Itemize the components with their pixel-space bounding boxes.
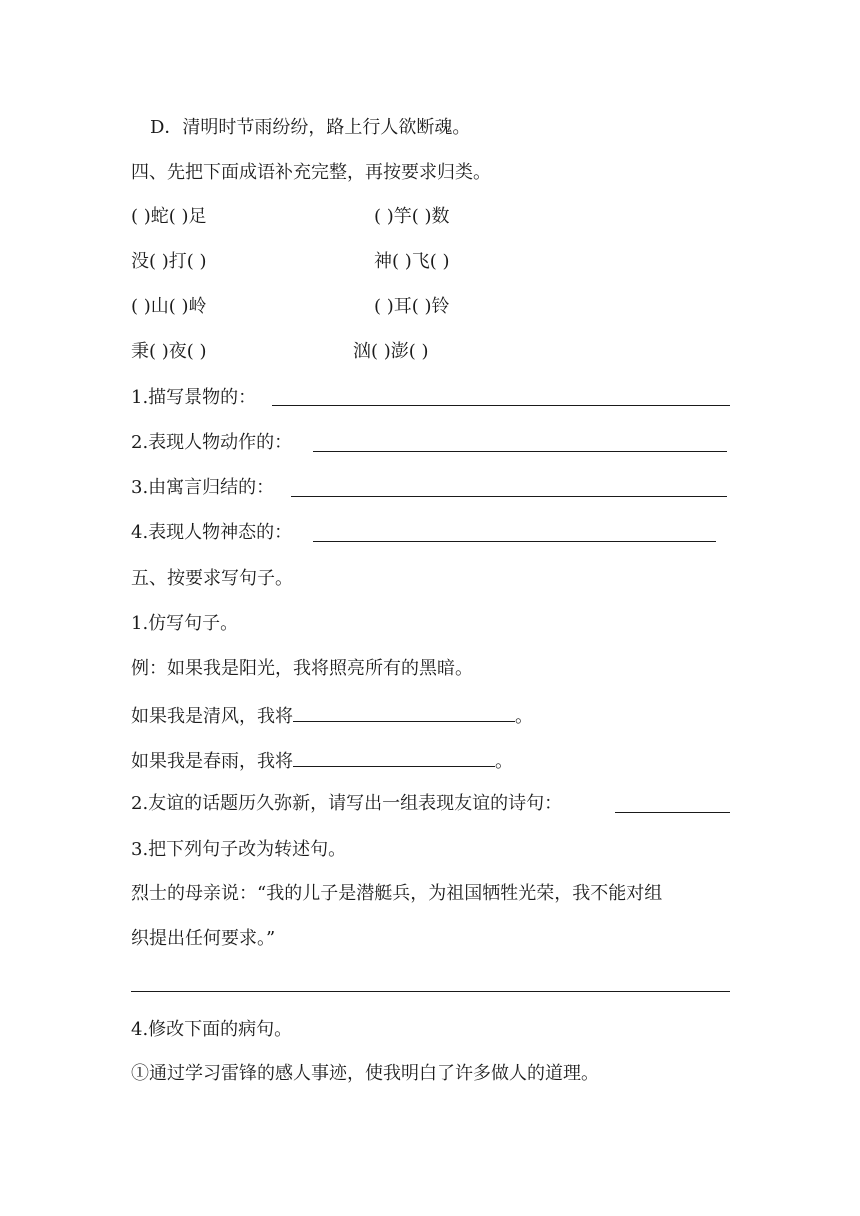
idiom-4a: 秉( )夜( ) [131,341,207,362]
idiom-4b: 汹( )澎( ) [353,341,429,362]
quote-line-1: 烈士的母亲说：“我的儿子是潜艇兵，为祖国牺牲光荣，我不能对组 [131,883,663,904]
sick-sentence-1: ①通过学习雷锋的感人事迹，使我明白了许多做人的道理。 [131,1063,599,1084]
section-4-title: 四、先把下面成语补充完整，再按要求归类。 [131,162,491,183]
section-5-title: 五、按要求写句子。 [131,568,293,589]
fill-1-suffix: 。 [515,706,533,727]
q5-2-answer-line[interactable] [615,812,730,813]
q4-2-label: 2.表现人物动作的： [131,432,293,453]
idiom-2a: 没( )打( ) [131,251,207,272]
fill-sentence-1 [131,701,533,727]
q4-4-answer-line[interactable] [313,541,716,542]
fill-sentence-2 [131,746,513,772]
q4-1-answer-line[interactable] [272,405,730,406]
q5-4-label: 4.修改下面的病句。 [131,1019,293,1040]
idiom-3b: ( )耳( )铃 [374,296,450,317]
q5-3-label: 3.把下列句子改为转述句。 [131,839,347,860]
example-sentence: 例：如果我是阳光，我将照亮所有的黑暗。 [131,658,473,679]
quote-line-2: 织提出任何要求。” [131,928,276,949]
fill-2-prefix: 如果我是春雨，我将 [131,751,293,772]
q4-3-answer-line[interactable] [291,496,727,497]
q5-1-label: 1.仿写句子。 [131,613,239,634]
fill-2-blank[interactable] [293,746,495,767]
q5-3-answer-line[interactable] [131,991,730,992]
idiom-2b: 神( )飞( ) [374,251,450,272]
q5-2-label: 2.友谊的话题历久弥新，请写出一组表现友谊的诗句： [131,793,563,814]
fill-2-suffix: 。 [495,751,513,772]
q4-3-label: 3.由寓言归结的： [131,477,275,498]
idiom-3a: ( )山( )岭 [131,296,207,317]
q4-4-label: 4.表现人物神态的： [131,522,293,543]
q4-2-answer-line[interactable] [313,451,727,452]
fill-1-prefix: 如果我是清风，我将 [131,706,293,727]
option-d: D．清明时节雨纷纷，路上行人欲断魂。 [150,117,471,138]
q4-1-label: 1.描写景物的： [131,387,257,408]
idiom-1b: ( )竽( )数 [374,206,450,227]
fill-1-blank[interactable] [293,701,515,722]
idiom-1a: ( )蛇( )足 [131,206,207,227]
